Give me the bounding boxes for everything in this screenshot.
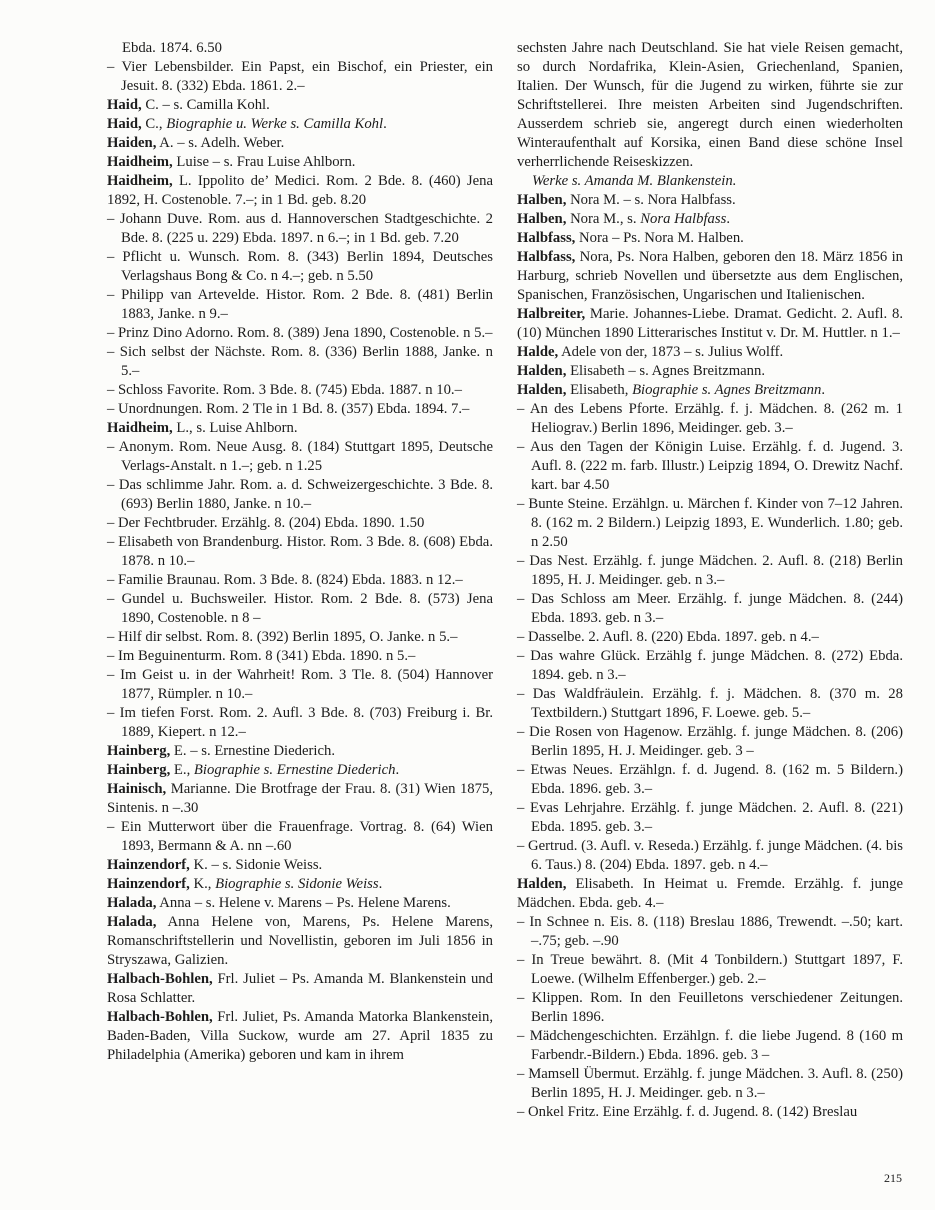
work-list-item [517, 989, 903, 1027]
entry-text: – Der Fechtbruder. Erzählg. 8. (204) Ebda. 1890. 1.50 [107, 515, 425, 531]
work-list-item [107, 628, 493, 647]
work-list-item [107, 476, 493, 514]
work-list-item [107, 704, 493, 742]
entry-text: . [726, 211, 731, 227]
entry-text: – Das Waldfräulein. Erzählg. f. j. Mädchen. 8. (370 m. 28 Textbildern.) Stuttgart 1896, F. Loewe. geb. 5.– [517, 686, 903, 721]
entry-cross-reference: Biographie u. Werke s. Camilla Kohl [166, 116, 384, 132]
work-list-item [517, 951, 903, 989]
entry-text: – Pflicht u. Wunsch. Rom. 8. (343) Berlin 1894, Deutsches Verlagshaus Bong & Co. n 4.–; geb. n 5.50 [107, 249, 493, 284]
entry-text: – Vier Lebensbilder. Ein Papst, ein Bischof, ein Priester, ein Jesuit. 8. (332) Ebda. 1861. 2.– [107, 59, 493, 94]
work-list-item [517, 628, 903, 647]
entry-text: – In Treue bewährt. 8. (Mit 4 Tonbildern.) Stuttgart 1897, F. Loewe. (Wilhelm Effenberger.) geb. 2.– [517, 952, 903, 987]
work-list-item [517, 495, 903, 552]
entry-text: E., [170, 762, 194, 778]
work-list-item [107, 343, 493, 381]
entry-headword: Haidheim, [107, 420, 173, 436]
continuation-paragraph [107, 39, 493, 58]
entry-paragraph [107, 742, 493, 761]
work-list-item [517, 647, 903, 685]
work-list-item [107, 210, 493, 248]
entry-text: Anna – s. Helene v. Marens – Ps. Helene Marens. [156, 895, 451, 911]
continuation-paragraph [517, 172, 903, 191]
entry-headword: Halbach-Bohlen, [107, 1009, 213, 1025]
entry-text: – Das schlimme Jahr. Rom. a. d. Schweizergeschichte. 3 Bde. 8. (693) Berlin 1880, Janke. n 10.– [107, 477, 493, 512]
work-list-item [517, 400, 903, 438]
entry-paragraph [517, 229, 903, 248]
entry-text: Elisabeth. In Heimat u. Fremde. Erzählg. f. junge Mädchen. Ebda. geb. 4.– [517, 876, 903, 911]
entry-headword: Halden, [517, 382, 567, 398]
entry-text: – Die Rosen von Hagenow. Erzählg. f. junge Mädchen. 8. (206) Berlin 1895, H. J. Meidinger. geb. 3 – [517, 724, 903, 759]
entry-headword: Hainisch, [107, 781, 167, 797]
entry-headword: Hainberg, [107, 743, 171, 759]
entry-text: – Etwas Neues. Erzählgn. f. d. Jugend. 8. (162 m. 5 Bildern.) Ebda. 1896. geb. 3.– [517, 762, 903, 797]
work-list-item [107, 438, 493, 476]
entry-text: Frl. Juliet, Ps. Amanda Matorka Blankenstein, Baden-Baden, Villa Suckow, wurde am 27. April 1835 zu Philadelphia (Amerika) geboren und kam in ihrem [107, 1009, 493, 1063]
work-list-item [517, 761, 903, 799]
entry-text: – Das Schloss am Meer. Erzählg. f. junge Mädchen. 8. (244) Ebda. 1893. geb. n 3.– [517, 591, 903, 626]
page-number: 215 [884, 1171, 902, 1185]
entry-headword: Hainberg, [107, 762, 171, 778]
entry-text: – Anonym. Rom. Neue Ausg. 8. (184) Stuttgart 1895, Deutsche Verlags-Anstalt. n 1.–; geb. n 1.25 [107, 439, 493, 474]
work-list-item [107, 400, 493, 419]
entry-paragraph [107, 134, 493, 153]
entry-headword: Halada, [107, 914, 157, 930]
continuation-paragraph [517, 39, 903, 172]
work-list-item [517, 1027, 903, 1065]
entry-cross-reference: Werke s. Amanda M. Blankenstein. [532, 173, 737, 189]
entry-text: Frl. Juliet – Ps. Amanda M. Blankenstein und Rosa Schlatter. [107, 971, 493, 1006]
entry-headword: Halde, [517, 344, 559, 360]
work-list-item [107, 818, 493, 856]
entry-text: – Mamsell Übermut. Erzählg. f. junge Mädchen. 3. Aufl. 8. (250) Berlin 1895, H. J. Meidinger. geb. n 3.– [517, 1066, 903, 1101]
entry-headword: Halbfass, [517, 249, 576, 265]
entry-headword: Halbfass, [517, 230, 576, 246]
entry-headword: Haid, [107, 116, 142, 132]
entry-text: – Unordnungen. Rom. 2 Tle in 1 Bd. 8. (357) Ebda. 1894. 7.– [107, 401, 470, 417]
work-list-item [107, 533, 493, 571]
entry-text: – Sich selbst der Nächste. Rom. 8. (336) Berlin 1888, Janke. n 5.– [107, 344, 493, 379]
entry-paragraph [517, 191, 903, 210]
entry-text: . [383, 116, 387, 132]
entry-paragraph [517, 248, 903, 305]
entry-headword: Haid, [107, 97, 142, 113]
entry-paragraph [107, 96, 493, 115]
entry-cross-reference: Biographie s. Sidonie Weiss [215, 876, 379, 892]
entry-paragraph [107, 913, 493, 970]
entry-text: – Philipp van Artevelde. Histor. Rom. 2 Bde. 8. (481) Berlin 1883, Janke. n 9.– [107, 287, 493, 322]
work-list-item [107, 514, 493, 533]
entry-text: Adele von der, 1873 – s. Julius Wolff. [558, 344, 784, 360]
entry-paragraph [107, 875, 493, 894]
entry-headword: Haiden, [107, 135, 157, 151]
work-list-item [517, 590, 903, 628]
entry-text: – Evas Lehrjahre. Erzählg. f. junge Mädchen. 2. Aufl. 8. (221) Ebda. 1895. geb. 3.– [517, 800, 903, 835]
entry-headword: Halden, [517, 363, 567, 379]
work-list-item [107, 286, 493, 324]
entry-text: K. – s. Sidonie Weiss. [189, 857, 323, 873]
entry-paragraph [107, 761, 493, 780]
work-list-item [107, 590, 493, 628]
entry-headword: Halada, [107, 895, 157, 911]
entry-paragraph [517, 875, 903, 913]
entry-headword: Hainzendorf, [107, 857, 190, 873]
work-list-item [107, 381, 493, 400]
work-list-item [517, 837, 903, 875]
work-list-item [107, 666, 493, 704]
entry-paragraph [517, 362, 903, 381]
entry-text: K., [189, 876, 216, 892]
entry-text: – Das wahre Glück. Erzählg f. junge Mädchen. 8. (272) Ebda. 1894. geb. n 3.– [517, 648, 903, 683]
entry-text: . [395, 762, 400, 778]
entry-cross-reference: Nora Halbfass [640, 211, 727, 227]
entry-text: C. – s. Camilla Kohl. [141, 97, 270, 113]
entry-headword: Hainzendorf, [107, 876, 190, 892]
entry-text: – Klippen. Rom. In den Feuilletons verschiedener Zeitungen. Berlin 1896. [517, 990, 903, 1025]
entry-text: . [821, 382, 826, 398]
entry-text: Anna Helene von, Marens, Ps. Helene Marens, Romanschriftstellerin und Novellistin, geboren im Juli 1856 in Stryszawa, Galizien. [107, 914, 493, 968]
entry-text: Luise – s. Frau Luise Ahlborn. [172, 154, 356, 170]
work-list-item [517, 685, 903, 723]
entry-text: – Johann Duve. Rom. aus d. Hannoverschen Stadtgeschichte. 2 Bde. 8. (225 u. 229) Ebda. 1897. n 6.–; in 1 Bd. geb. 7.20 [107, 211, 493, 246]
entry-text: – Im Beguinenturm. Rom. 8 (341) Ebda. 1890. n 5.– [107, 648, 416, 664]
entry-text: A. – s. Adelh. Weber. [156, 135, 285, 151]
work-list-item [107, 58, 493, 96]
entry-text: . [378, 876, 383, 892]
work-list-item [517, 913, 903, 951]
entry-text: – Mädchengeschichten. Erzählgn. f. die liebe Jugend. 8 (160 m Farbendr.-Bildern.) Ebda. 1896. geb. 3 – [517, 1028, 903, 1063]
entry-text: Marie. Johannes-Liebe. Dramat. Gedicht. 2. Aufl. 8. (10) München 1890 Litterarisches Institut v. Dr. M. Huttler. n 1.– [517, 306, 903, 341]
entry-text: Nora – Ps. Nora M. Halben. [575, 230, 744, 246]
entry-text: – Onkel Fritz. Eine Erzählg. f. d. Jugend. 8. (142) Breslau [517, 1104, 858, 1120]
entry-paragraph [107, 115, 493, 134]
entry-text: L. Ippolito de’ Medici. Rom. 2 Bde. 8. (460) Jena 1892, H. Costenoble. 7.–; in 1 Bd. geb. 8.20 [107, 173, 493, 208]
entry-text: – Im Geist u. in der Wahrheit! Rom. 3 Tle. 8. (504) Hannover 1877, Rümpler. n 10.– [107, 667, 493, 702]
entry-text: – Familie Braunau. Rom. 3 Bde. 8. (824) Ebda. 1883. n 12.– [107, 572, 463, 588]
entry-cross-reference: Biographie s. Agnes Breitzmann [632, 382, 822, 398]
entry-headword: Halden, [517, 876, 567, 892]
entry-text: – Ein Mutterwort über die Frauenfrage. Vortrag. 8. (64) Wien 1893, Bermann & A. nn –.60 [107, 819, 493, 854]
entry-headword: Haidheim, [107, 173, 173, 189]
text-columns [107, 39, 903, 1122]
entry-paragraph [107, 1008, 493, 1065]
text-column-right [517, 39, 903, 1122]
entry-text: Nora M. – s. Nora Halbfass. [566, 192, 736, 208]
entry-headword: Halben, [517, 211, 567, 227]
entry-text: – Prinz Dino Adorno. Rom. 8. (389) Jena 1890, Costenoble. n 5.– [107, 325, 493, 341]
entry-text: Nora M., s. [566, 211, 641, 227]
entry-paragraph [107, 419, 493, 438]
work-list-item [107, 647, 493, 666]
entry-paragraph [107, 970, 493, 1008]
work-list-item [517, 799, 903, 837]
entry-text: E. – s. Ernestine Diederich. [170, 743, 336, 759]
entry-text: Elisabeth – s. Agnes Breitzmann. [566, 363, 766, 379]
entry-text: – Dasselbe. 2. Aufl. 8. (220) Ebda. 1897. geb. n 4.– [517, 629, 819, 645]
entry-headword: Haidheim, [107, 154, 173, 170]
entry-text: – Aus den Tagen der Königin Luise. Erzählg. f. d. Jugend. 3. Aufl. 8. (222 m. farb. Illustr.) Leipzig 1894, O. Drewitz Nachf. kart. bar 4.50 [517, 439, 903, 493]
work-list-item [107, 324, 493, 343]
work-list-item [107, 248, 493, 286]
entry-text: – Hilf dir selbst. Rom. 8. (392) Berlin 1895, O. Janke. n 5.– [107, 629, 458, 645]
entry-text: – In Schnee n. Eis. 8. (118) Breslau 1886, Trewendt. –.50; kart. –.75; geb. –.90 [517, 914, 903, 949]
work-list-item [517, 1103, 903, 1122]
entry-text: – Bunte Steine. Erzählgn. u. Märchen f. Kinder von 7–12 Jahren. 8. (162 m. 2 Bildern.) Leipzig 1893, E. Wunderlich. 1.80; geb. n 2.50 [517, 496, 903, 550]
work-list-item [517, 438, 903, 495]
entry-paragraph [517, 343, 903, 362]
entry-paragraph [107, 856, 493, 875]
entry-text: Marianne. Die Brotfrage der Frau. 8. (31) Wien 1875, Sintenis. n –.30 [107, 781, 493, 816]
text-column-left [107, 39, 493, 1122]
entry-paragraph [517, 381, 903, 400]
entry-paragraph [107, 172, 493, 210]
entry-text: – An des Lebens Pforte. Erzählg. f. j. Mädchen. 8. (262 m. 1 Heliograv.) Berlin 1896, Meidinger. geb. 3.– [517, 401, 903, 436]
entry-text: – Gertrud. (3. Aufl. v. Reseda.) Erzählg. f. junge Mädchen. (4. bis 6. Taus.) 8. (204) Ebda. 1897. geb. n 4.– [517, 838, 903, 873]
entry-text: – Schloss Favorite. Rom. 3 Bde. 8. (745) Ebda. 1887. n 10.– [107, 382, 462, 398]
entry-text: – Im tiefen Forst. Rom. 2. Aufl. 3 Bde. 8. (703) Freiburg i. Br. 1889, Kiepert. n 12.– [107, 705, 493, 740]
entry-paragraph [517, 210, 903, 229]
entry-paragraph [107, 780, 493, 818]
entry-text: – Elisabeth von Brandenburg. Histor. Rom. 3 Bde. 8. (608) Ebda. 1878. n 10.– [107, 534, 493, 569]
work-list-item [517, 1065, 903, 1103]
work-list-item [107, 571, 493, 590]
work-list-item [517, 552, 903, 590]
entry-text: – Gundel u. Buchsweiler. Histor. Rom. 2 Bde. 8. (573) Jena 1890, Costenoble. n 8 – [107, 591, 493, 626]
entry-cross-reference: Biographie s. Ernestine Diederich [193, 762, 396, 778]
entry-text: Nora, Ps. Nora Halben, geboren den 18. März 1856 in Harburg, schrieb Novellen und übersetzte aus dem Englischen, Spanischen, Französischen, Ungarischen und Italienischen. [517, 249, 903, 303]
entry-headword: Halbreiter, [517, 306, 586, 322]
entry-headword: Halbach-Bohlen, [107, 971, 213, 987]
entry-text: – Das Nest. Erzählg. f. junge Mädchen. 2. Aufl. 8. (218) Berlin 1895, H. J. Meidinger. geb. n 3.– [517, 553, 903, 588]
entry-text: C., [141, 116, 167, 132]
entry-paragraph [517, 305, 903, 343]
entry-text: L., s. Luise Ahlborn. [172, 420, 298, 436]
entry-paragraph [107, 894, 493, 913]
entry-text: sechsten Jahre nach Deutschland. Sie hat viele Reisen gemacht, so durch Nordafrika, Klein-Asien, Griechenland, Spanien, Italien. Der Wunsch, für die Jugend zu wirken, führte sie zur Schriftstellerei. Ihre meisten Arbeiten sind Jugendschriften. Ausserdem schrieb sie, angeregt durch einen wiederholten Winteraufenthalt auf Korsika, einen Band diese schöne Insel verherrlichende Reiseskizzen. [517, 40, 903, 170]
entry-text: Ebda. 1874. 6.50 [122, 40, 222, 56]
entry-headword: Halben, [517, 192, 567, 208]
work-list-item [517, 723, 903, 761]
entry-text: Elisabeth, [566, 382, 633, 398]
entry-paragraph [107, 153, 493, 172]
